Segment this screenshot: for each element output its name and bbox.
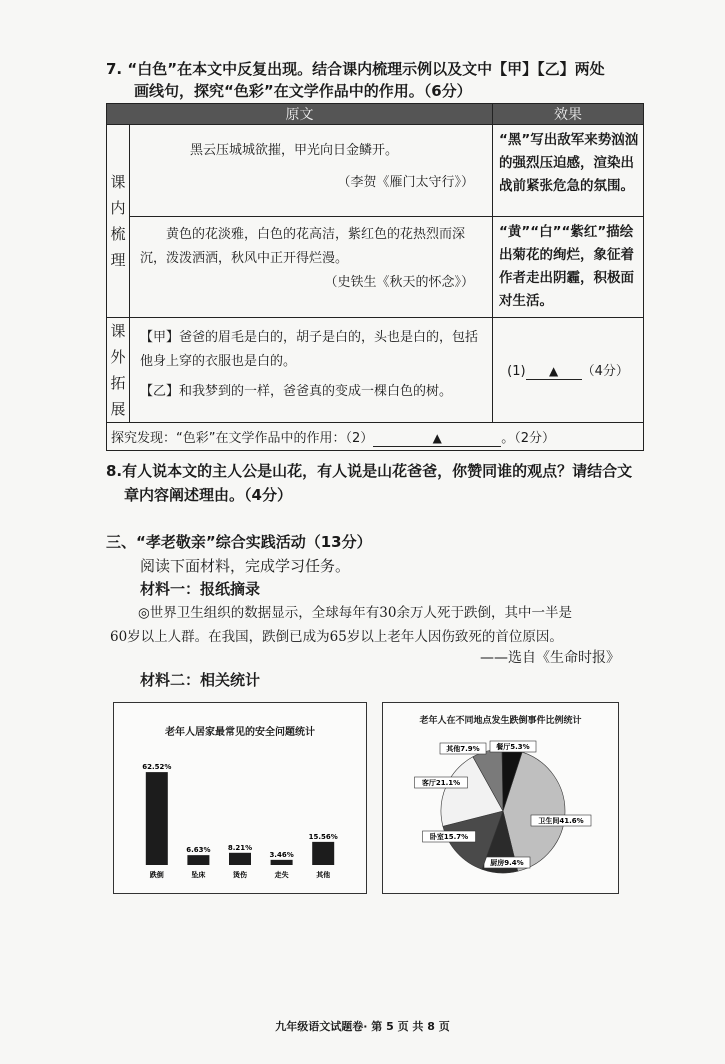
- section3-instruction: 阅读下面材料，完成学习任务。: [140, 557, 351, 575]
- material1-line1: ◎世界卫生组织的数据显示，全球每年有30余万人死于跌倒，其中一半是: [138, 605, 572, 621]
- bar-value-label-2: 8.21%: [227, 843, 253, 852]
- q8-stem-line2: 章内容阐述理由。（4分）: [124, 486, 292, 504]
- bar-category-label-2: 烫伤: [233, 871, 247, 879]
- pie-label-4: 其他7.9%: [446, 745, 480, 753]
- col-header-effect: 效果: [493, 104, 644, 125]
- answer-1-number: (1): [507, 364, 526, 379]
- row2-source: （史铁生《秋天的怀念》）: [324, 275, 474, 290]
- pie-label-2: 卧室15.7%: [429, 833, 469, 841]
- side-label-extension: 课 外 拓 展: [107, 318, 130, 423]
- pie-chart-plot: [383, 703, 618, 893]
- q7-stem-line1: 7. “白色”在本文中反复出现。结合课内梳理示例以及文中【甲】【乙】两处: [106, 60, 605, 78]
- pie-chart-title: 老年人在不同地点发生跌倒事件比例统计: [419, 716, 582, 726]
- bar-chart-title: 老年人居家最常见的安全问题统计: [165, 727, 315, 738]
- row2-effect: “黄”“白”“紫红”描绘出菊花的绚烂，象征着作者走出阴霾，积极面对生活。: [493, 217, 644, 318]
- bar-3: [271, 860, 293, 865]
- row1-effect: “黑”写出敌军来势汹汹的强烈压迫感，渲染出战前紧张危急的氛围。: [493, 125, 644, 217]
- bar-2: [229, 853, 251, 865]
- bar-value-label-1: 6.63%: [186, 846, 211, 855]
- material1-title: 材料一：报纸摘录: [140, 580, 261, 598]
- row3-answer: [493, 318, 644, 423]
- bar-value-label-4: 15.56%: [308, 832, 338, 841]
- material1-source: ——选自《生命时报》: [480, 650, 620, 666]
- row1-original: [130, 125, 493, 217]
- material2-title: 材料二：相关统计: [140, 671, 261, 689]
- bar-chart: [113, 702, 367, 894]
- material1-line2: 60岁以上人群。在我国，跌倒已成为65岁以上老年人因伤致死的首位原因。: [110, 629, 563, 645]
- pie-label-5: 餐厅5.3%: [496, 743, 530, 751]
- finding-row: [107, 423, 644, 451]
- bar-value-label-3: 3.46%: [269, 850, 294, 859]
- page-footer: 九年级语文试题卷· 第 5 页 共 8 页: [275, 1020, 450, 1033]
- pie-label-1: 厨房9.4%: [490, 859, 524, 867]
- row2-text: 黄色的花淡雅，白色的花高洁，紫红色的花热烈而深沉，泼泼洒洒，秋风中正开得烂漫。: [140, 227, 466, 266]
- pie-chart: [382, 702, 619, 894]
- row2-original: [130, 217, 493, 318]
- pie-label-0: 卫生间41.6%: [538, 817, 584, 825]
- row3-jia: 【甲】爸爸的眉毛是白的，胡子是白的，头也是白的，包括他身上穿的衣服也是白的。: [140, 330, 479, 369]
- row1-source: （李贺《雁门太守行》）: [337, 175, 474, 190]
- bar-1: [187, 855, 209, 865]
- answer-2-blank[interactable]: [373, 431, 501, 447]
- col-header-original: 原文: [107, 104, 493, 125]
- bar-category-label-3: 走失: [274, 871, 289, 879]
- row3-original: [130, 318, 493, 423]
- side-label-in-class: 课 内 梳 理: [107, 125, 130, 318]
- bar-category-label-0: 跌倒: [149, 871, 164, 879]
- row1-text: 黑云压城城欲摧，甲光向日金鳞开。: [190, 143, 399, 158]
- triangle-mark-icon: ▲: [548, 364, 559, 378]
- section3-heading: 三、“孝老敬亲”综合实践活动（13分）: [106, 533, 372, 551]
- q7-table: [106, 103, 644, 451]
- q7-stem-line2: 画线句，探究“色彩”在文学作品中的作用。（6分）: [134, 82, 472, 100]
- bar-4: [312, 842, 334, 865]
- answer-1-score: （4分）: [581, 364, 629, 379]
- q8-stem-line1: 8.有人说本文的主人公是山花，有人说是山花爸爸，你赞同谁的观点？请结合文: [106, 462, 633, 480]
- triangle-mark-icon: ▲: [432, 430, 442, 445]
- answer-1-blank[interactable]: [526, 364, 582, 380]
- finding-label: 探究发现：“色彩”在文学作品中的作用：（2）: [111, 430, 374, 446]
- bar-category-label-1: 坠床: [191, 871, 206, 879]
- bar-value-label-0: 62.52%: [142, 763, 172, 772]
- bar-chart-plot: [114, 703, 366, 893]
- answer-2-score: 。（2分）: [501, 430, 556, 446]
- pie-label-3: 客厅21.1%: [421, 779, 461, 787]
- bar-category-label-4: 其他: [316, 871, 331, 879]
- row3-yi: 【乙】和我梦到的一样，爸爸真的变成一棵白色的树。: [140, 384, 453, 399]
- bar-0: [146, 772, 168, 865]
